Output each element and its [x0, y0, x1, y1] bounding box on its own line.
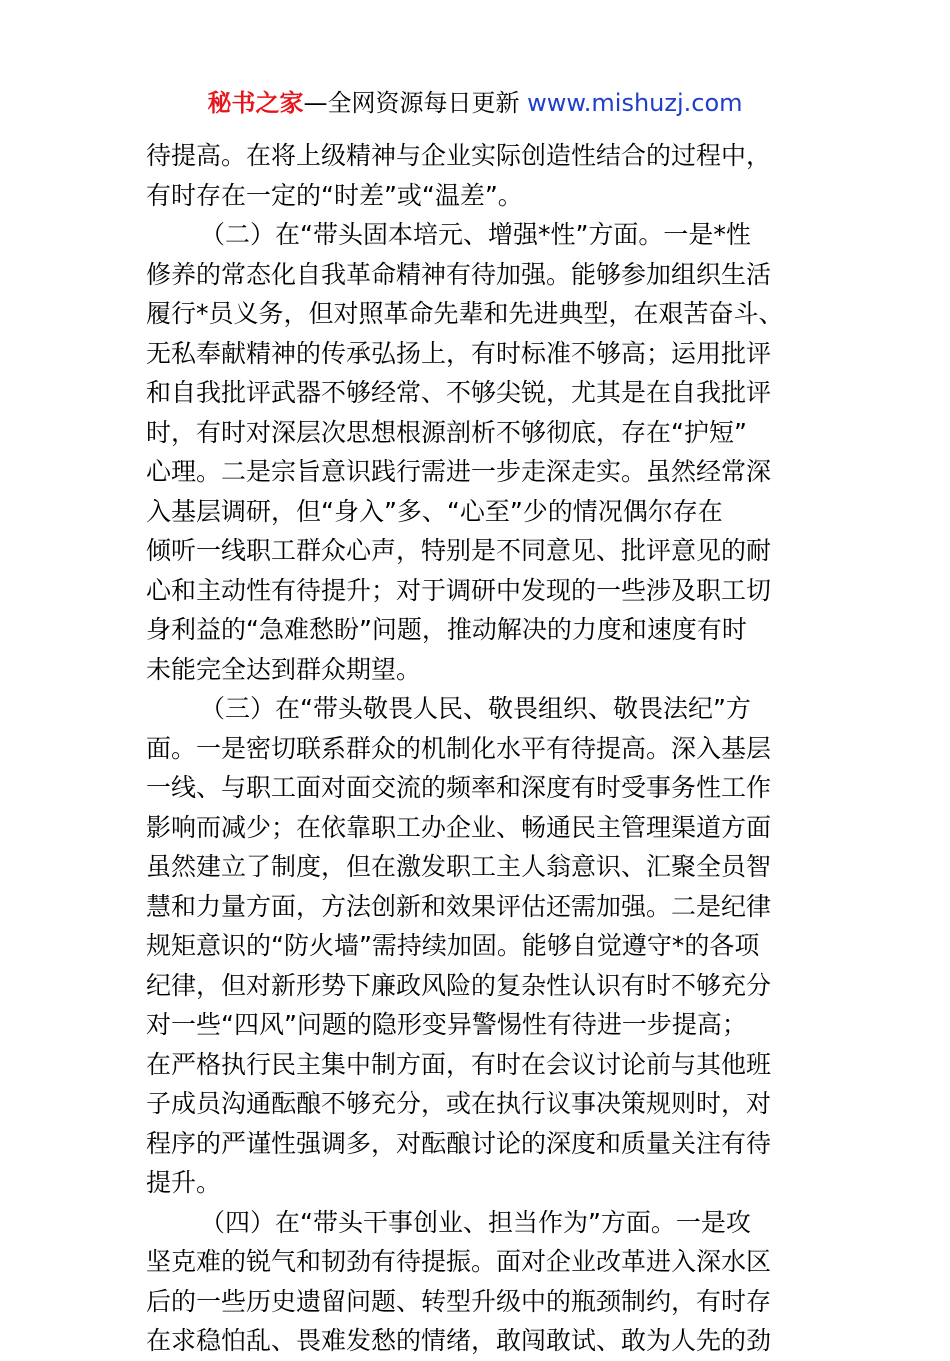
body-line: 修养的常态化自我革命精神有待加强。能够参加组织生活 [146, 259, 772, 289]
header-tagline: —全网资源每日更新 [303, 89, 528, 117]
body-line: 提升。 [146, 1168, 222, 1197]
body-line: 虽然建立了制度，但在激发职工主人翁意识、汇聚全员智 [146, 852, 772, 881]
body-line: 对一些“四风”问题的隐形变异警惕性有待进一步提高； [146, 1010, 747, 1039]
body-line: 影响而减少；在依靠职工办企业、畅通民主管理渠道方面 [146, 812, 772, 842]
body-line: 一线、与职工面对面交流的频率和深度有时受事务性工作 [146, 773, 772, 802]
body-line: 子成员沟通酝酿不够充分，或在执行议事决策规则时，对 [146, 1089, 772, 1118]
body-line: 履行*员义务，但对照革命先辈和先进典型，在艰苦奋斗、 [146, 299, 784, 328]
body-line: （二）在“带头固本培元、增强*性”方面。一是*性 [200, 220, 751, 249]
body-line: （三）在“带头敬畏人民、敬畏组织、敬畏法纪”方 [200, 694, 751, 723]
body-line: 慧和力量方面，方法创新和效果评估还需加强。二是纪律 [146, 891, 772, 921]
body-line: 时，有时对深层次思想根源剖析不够彻底，存在“护短” [146, 417, 747, 447]
body-line: 心和主动性有待提升；对于调研中发现的一些涉及职工切 [146, 575, 772, 605]
body-line: 面。一是密切联系群众的机制化水平有待提高。深入基层 [146, 733, 772, 763]
body-line: 倾听一线职工群众心声，特别是不同意见、批评意见的耐 [146, 536, 772, 565]
body-line: 未能完全达到群众期望。 [146, 654, 422, 684]
body-line: 心理。二是宗旨意识践行需进一步走深走实。虽然经常深 [146, 457, 772, 486]
body-line: 纪律，但对新形势下廉政风险的复杂性认识有时不够充分 [146, 970, 772, 1000]
body-line: 和自我批评武器不够经常、不够尖锐，尤其是在自我批评 [146, 378, 772, 407]
body-line: （四）在“带头干事创业、担当作为”方面。一是攻 [200, 1207, 751, 1237]
body-line: 在严格执行民主集中制方面，有时在会议讨论前与其他班 [146, 1049, 772, 1079]
body-line: 待提高。在将上级精神与企业实际创造性结合的过程中， [146, 141, 772, 170]
body-line: 后的一些历史遗留问题、转型升级中的瓶颈制约，有时存 [146, 1286, 772, 1316]
body-line: 有时存在一定的“时差”或“温差”。 [146, 180, 523, 210]
body-line: 入基层调研，但“身入”多、“心至”少的情况偶尔存在 [146, 496, 723, 526]
body-line: 身利益的“急难愁盼”问题，推动解决的力度和速度有时 [146, 615, 747, 644]
site-url: www.mishuzj.com [527, 89, 743, 117]
site-watermark-header [0, 86, 950, 120]
brand-name: 秘书之家 [207, 89, 304, 117]
body-line: 坚克难的锐气和韧劲有待提振。面对企业改革进入深水区 [146, 1247, 772, 1276]
body-line: 程序的严谨性强调多，对酝酿讨论的深度和质量关注有待 [146, 1128, 772, 1158]
body-line: 规矩意识的“防火墙”需持续加固。能够自觉遵守*的各项 [146, 931, 760, 960]
body-line: 在求稳怕乱、畏难发愁的情绪，敢闯敢试、敢为人先的劲 [146, 1326, 772, 1355]
body-line: 无私奉献精神的传承弘扬上，有时标准不够高；运用批评 [146, 338, 772, 368]
